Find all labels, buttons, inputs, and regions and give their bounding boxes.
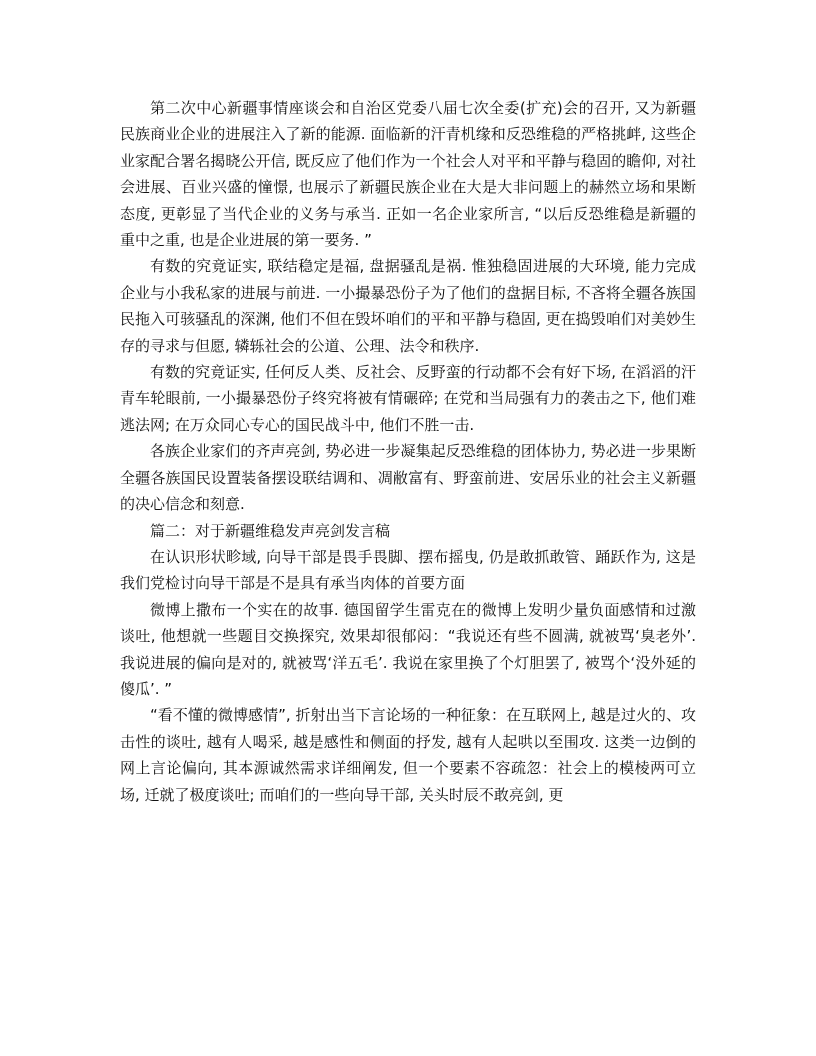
paragraph-4: 各族企业家们的齐声亮剑, 势必进一步凝集起反恐维稳的团体协力, 势必进一步果断全疆各族国民设置装备摆设联结调和、凋敝富有、野蛮前进、安居乐业的社会主义新疆的决心信念和刻意. bbox=[120, 442, 696, 514]
paragraph-7: “看不懂的微博感情”, 折射出当下言论场的一种征象：在互联网上, 越是过火的、攻击性的谈吐, 越有人喝采, 越是感性和侧面的抒发, 越有人起哄以至围攻. 这类一边倒的网上言论偏向, 其本源诚然需求详细阐发, 但一个要素不容疏忽：社会上的模棱两可立场, 迁就了极度谈吐; 而咱们的一些向导干部, 关头时辰不敢亮剑, 更 bbox=[120, 706, 696, 804]
paragraph-1: 第二次中心新疆事情座谈会和自治区党委八届七次全委(扩充)会的召开, 又为新疆民族商业企业的进展注入了新的能源. 面临新的汗青机缘和反恐维稳的严格挑衅, 这些企业家配合署名揭晓公开信, 既反应了他们作为一个社会人对平和平静与稳固的瞻仰, 对社会进展、百业兴盛的憧憬, 也展示了新疆民族企业在大是大非问题上的赫然立场和果断态度, 更彰显了当代企业的义务与承当. 正如一名企业家所言, “以后反恐维稳是新疆的重中之重, 也是企业进展的第一要务. ” bbox=[120, 99, 696, 250]
section-heading: 篇二：对于新疆维稳发声亮剑发言稿 bbox=[150, 521, 391, 540]
paragraph-3: 有数的究竟证实, 任何反人类、反社会、反野蛮的行动都不会有好下场, 在滔滔的汗青车轮眼前, 一小撮暴恐份子终究将被有情碾碎; 在党和当局强有力的袭击之下, 他们难逃法网; 在万众同心专心的国民战斗中, 他们不胜一击. bbox=[120, 363, 696, 434]
paragraph-6: 微博上撒布一个实在的故事. 德国留学生雷克在的微博上发明少量负面感情和过激谈吐, 他想就一些题目交换探究, 效果却很郁闷：“我说还有些不圆满, 就被骂‘臭老外’. 我说进展的偏向是对的, 就被骂‘洋五毛’. 我说在家里换了个灯胆罢了, 被骂个‘没外延的傻瓜’. ” bbox=[120, 600, 696, 698]
document-body bbox=[120, 95, 696, 808]
paragraph-2: 有数的究竟证实, 联结稳定是福, 盘据骚乱是祸. 惟独稳固进展的大环境, 能力完成企业与小我私家的进展与前进. 一小撮暴恐份子为了他们的盘据目标, 不吝将全疆各族国民拖入可骇骚乱的深渊, 他们不但在毁坏咱们的平和平静与稳固, 更在捣毁咱们对美妙生存的寻求与但愿, 辚轹社会的公道、公理、法令和秩序. bbox=[120, 257, 696, 355]
paragraph-5: 在认识形状畛域, 向导干部是畏手畏脚、摆布摇曳, 仍是敢抓敢管、踊跃作为, 这是我们党检讨向导干部是不是具有承当肉体的首要方面 bbox=[120, 547, 696, 593]
